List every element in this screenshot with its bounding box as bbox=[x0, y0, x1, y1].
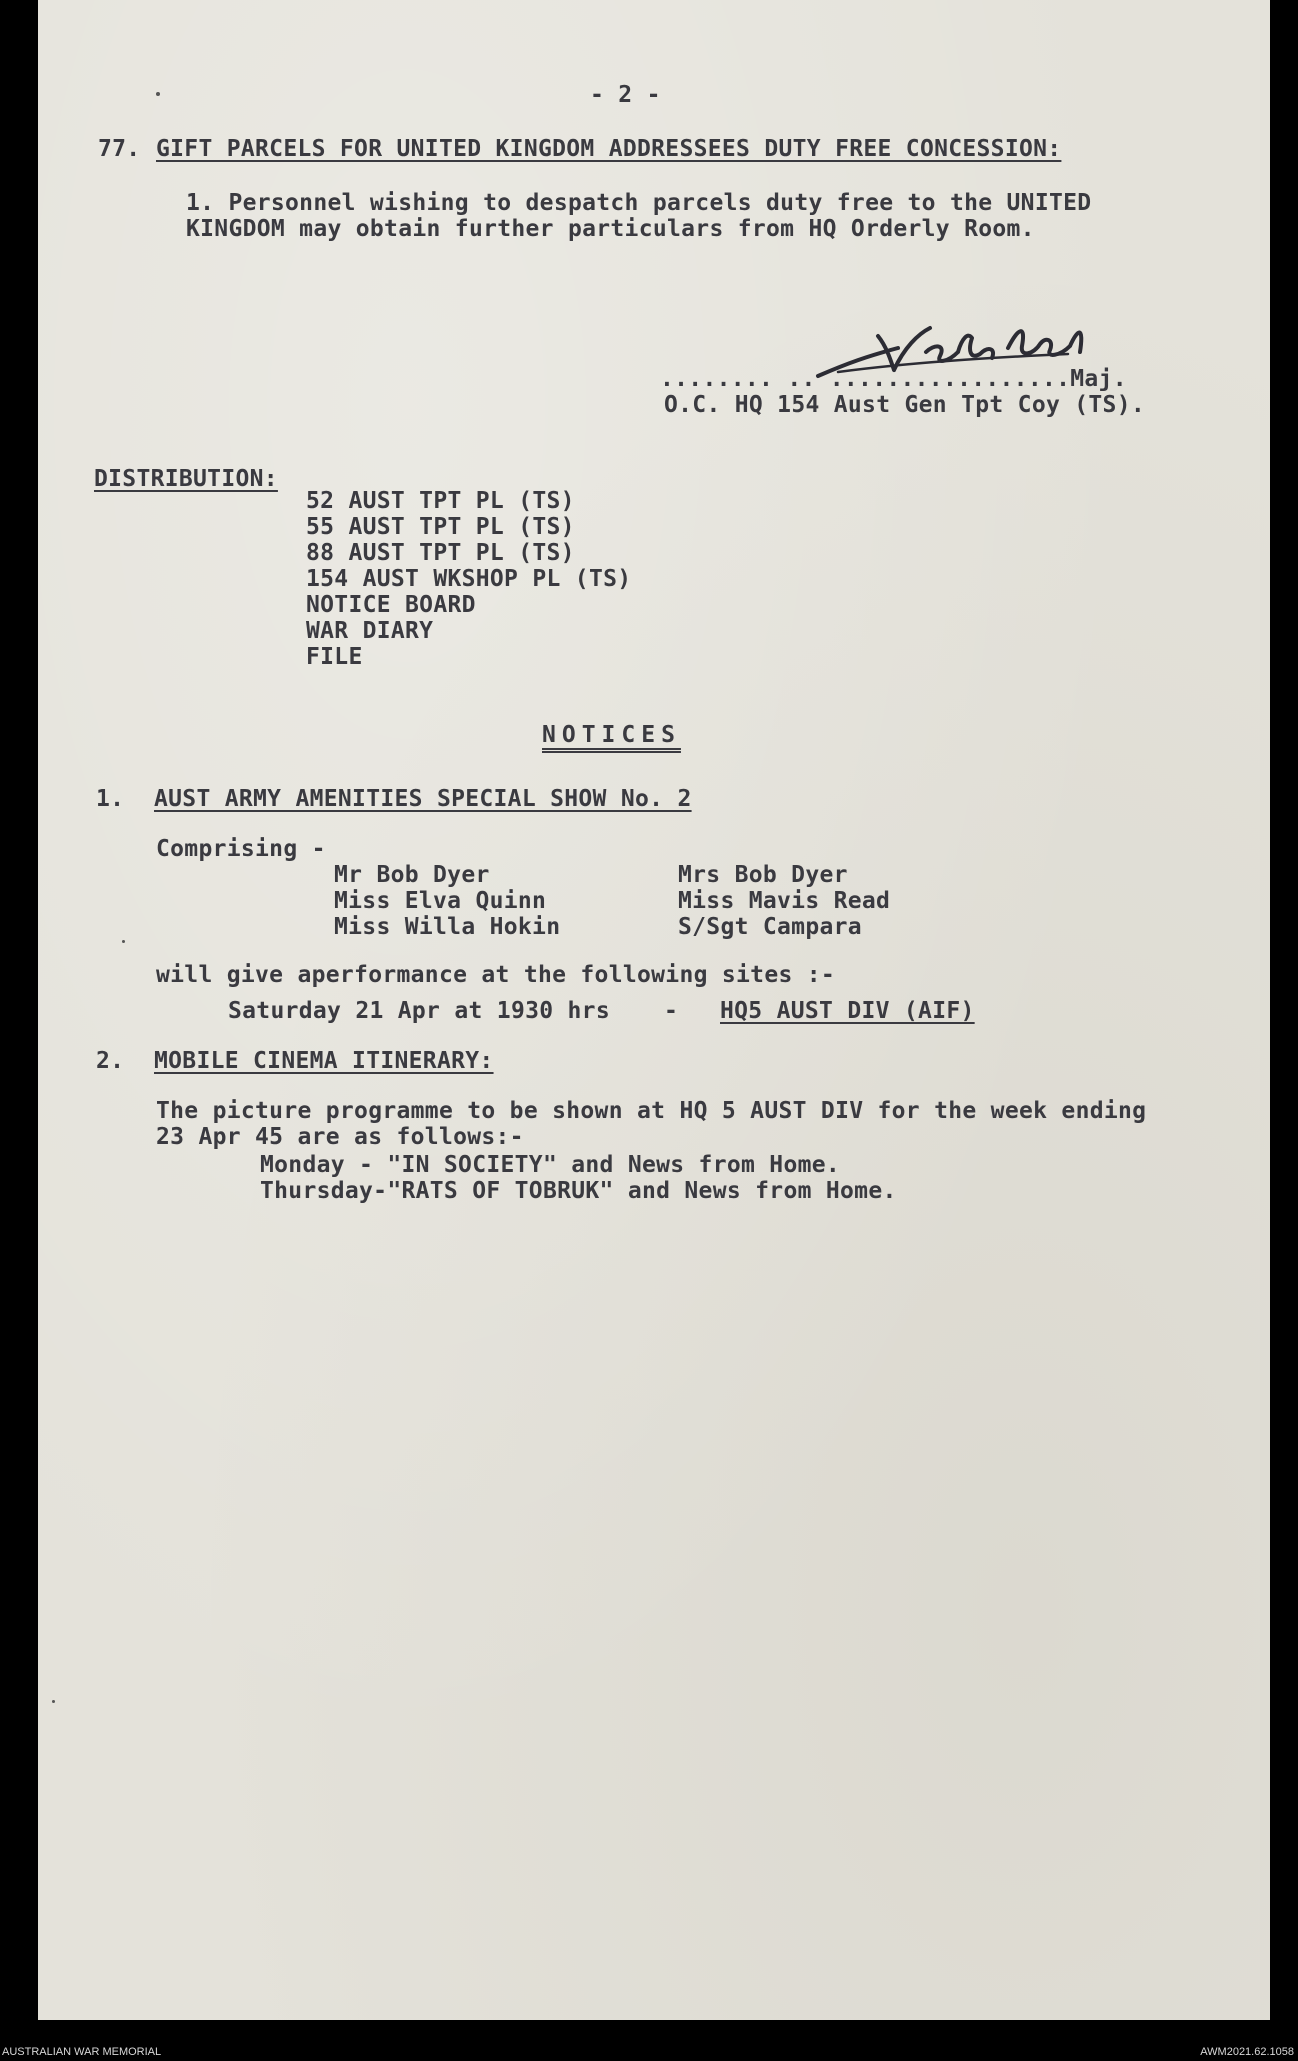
distribution-item: 88 AUST TPT PL (TS) bbox=[306, 540, 575, 566]
notice-1-site-dash: - bbox=[664, 998, 679, 1024]
notice-2-line-1: The picture programme to be shown at HQ 5 AUST DIV for the week ending bbox=[156, 1098, 1147, 1124]
performer-left: Mr Bob Dyer bbox=[334, 862, 490, 888]
signature-dots-line: ........ .. .................Maj. bbox=[660, 366, 1127, 392]
footer-accession-number: AWM2021.62.1058 bbox=[1200, 2046, 1294, 2058]
notice-1-site-date: Saturday 21 Apr at 1930 hrs bbox=[228, 998, 610, 1024]
item-77-line-1: 1. Personnel wishing to despatch parcels duty free to the UNITED bbox=[186, 190, 1092, 216]
notices-heading: NOTICES bbox=[542, 722, 681, 748]
notice-1-sites-intro: will give aperformance at the following sites :- bbox=[156, 962, 836, 988]
signatory-title: O.C. HQ 154 Aust Gen Tpt Coy (TS). bbox=[664, 392, 1146, 418]
paper-speck bbox=[122, 940, 125, 943]
paper-speck bbox=[156, 92, 160, 96]
performer-left: Miss Willa Hokin bbox=[334, 914, 561, 940]
distribution-label: DISTRIBUTION: bbox=[94, 466, 278, 492]
distribution-item: 154 AUST WKSHOP PL (TS) bbox=[306, 566, 632, 592]
notice-2-number: 2. bbox=[96, 1048, 125, 1074]
item-77-line-2: KINGDOM may obtain further particulars from HQ Orderly Room. bbox=[186, 216, 1035, 242]
performer-right: Mrs Bob Dyer bbox=[678, 862, 848, 888]
distribution-item: WAR DIARY bbox=[306, 618, 434, 644]
performer-left: Miss Elva Quinn bbox=[334, 888, 547, 914]
item-77-heading: GIFT PARCELS FOR UNITED KINGDOM ADDRESSEES DUTY FREE CONCESSION: bbox=[156, 136, 1062, 162]
notice-1-comprising: Comprising - bbox=[156, 836, 326, 862]
item-77-number: 77. bbox=[98, 136, 141, 162]
document-page bbox=[38, 0, 1270, 2020]
notice-1-site-location: HQ5 AUST DIV (AIF) bbox=[720, 998, 975, 1024]
notice-2-thursday: Thursday-"RATS OF TOBRUK" and News from Home. bbox=[260, 1178, 897, 1204]
distribution-item: 52 AUST TPT PL (TS) bbox=[306, 488, 575, 514]
paper-speck bbox=[52, 1700, 55, 1703]
distribution-item: NOTICE BOARD bbox=[306, 592, 476, 618]
notice-1-number: 1. bbox=[96, 786, 125, 812]
performer-right: S/Sgt Campara bbox=[678, 914, 862, 940]
page-number: - 2 - bbox=[590, 82, 661, 108]
notice-1-heading: AUST ARMY AMENITIES SPECIAL SHOW No. 2 bbox=[154, 786, 692, 812]
notice-2-line-2: 23 Apr 45 are as follows:- bbox=[156, 1124, 524, 1150]
notice-2-heading: MOBILE CINEMA ITINERARY: bbox=[154, 1048, 494, 1074]
performer-right: Miss Mavis Read bbox=[678, 888, 891, 914]
notice-2-monday: Monday - "IN SOCIETY" and News from Home. bbox=[260, 1152, 841, 1178]
footer-credit: AUSTRALIAN WAR MEMORIAL bbox=[2, 2046, 162, 2058]
distribution-item: FILE bbox=[306, 644, 363, 670]
distribution-item: 55 AUST TPT PL (TS) bbox=[306, 514, 575, 540]
